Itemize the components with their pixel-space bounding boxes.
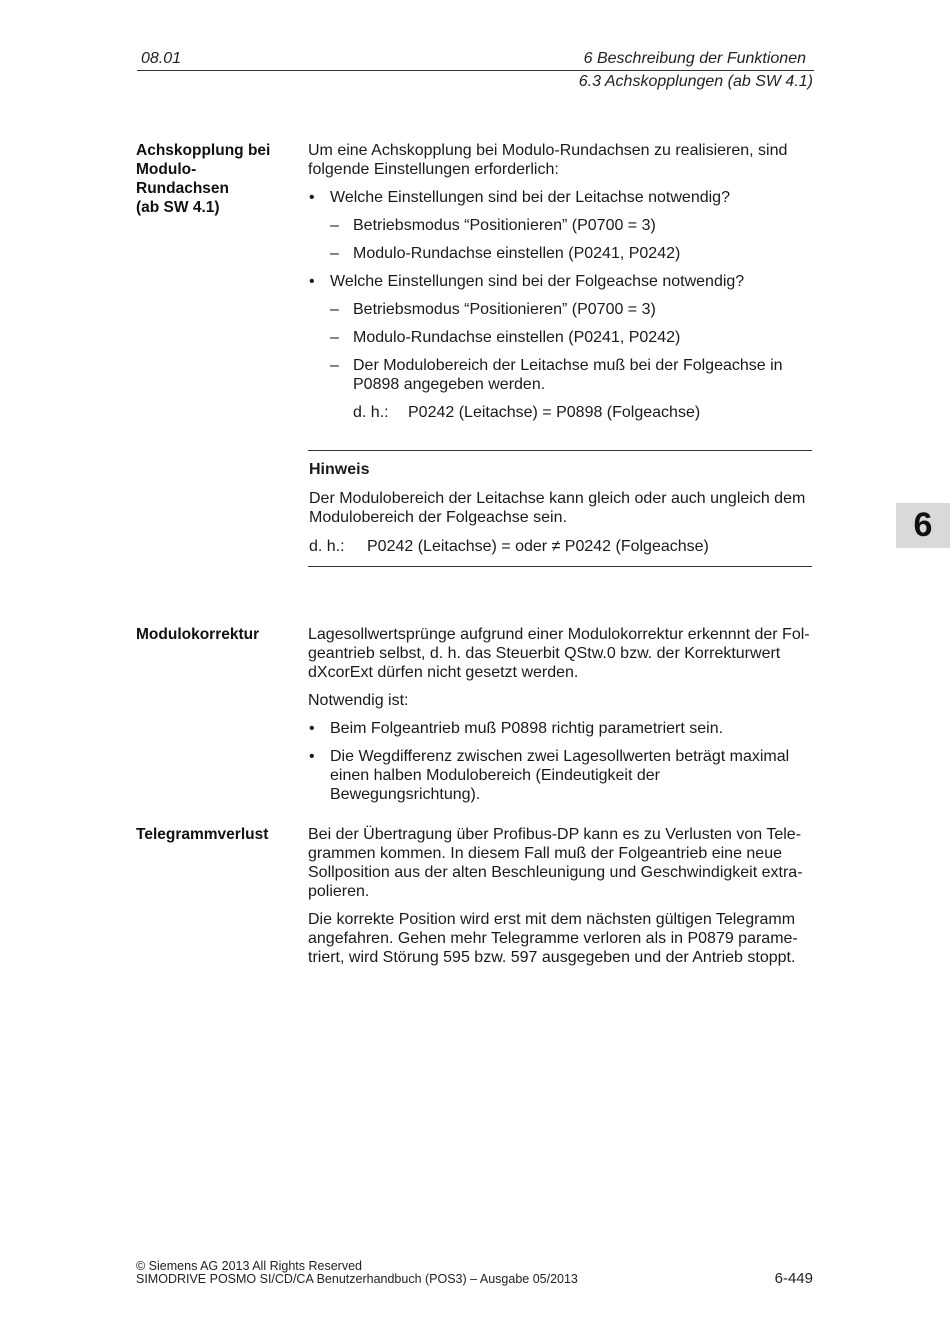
side-label-achskopplung: [136, 141, 296, 217]
dash-item: – Modulo-Rundachse einstellen (P0241, P0242): [308, 328, 814, 347]
header-section-title: 6.3 Achskopplungen (ab SW 4.1): [578, 73, 813, 90]
paragraph: Bei der Übertragung über Profibus-DP kann es zu Verlusten von Tele-grammen kommen. In diesem Fall muß der Folgeantrieb eine neue Sollposition aus der alten Beschleunigung und Geschwindigkeit extra-polieren.: [308, 826, 803, 900]
header-date: 08.01: [141, 50, 182, 67]
formula-prefix: d. h.:: [309, 538, 345, 555]
side-label-line: Modulo-: [136, 161, 197, 178]
section-achskopplung-body: [308, 141, 814, 422]
dash-item: – Modulo-Rundachse einstellen (P0241, P0242): [308, 244, 814, 263]
paragraph: Notwendig ist:: [308, 692, 409, 709]
intro-paragraph: Um eine Achskopplung bei Modulo-Rundachsen zu realisieren, sind folgende Einstellungen erforderlich:: [308, 142, 788, 178]
section-modulokorrektur-body: [308, 625, 814, 813]
side-label-line: Rundachsen: [136, 180, 230, 197]
header-rule: [137, 70, 814, 71]
note-title: Hinweis: [309, 461, 370, 478]
dash-item: – Betriebsmodus “Positionieren” (P0700 = 3): [308, 300, 814, 319]
dash-item: – Der Modulobereich der Leitachse muß bei der Folgeachse in P0898 angegeben werden.: [308, 356, 814, 394]
chapter-tab-marker: 6: [896, 503, 950, 548]
bullet-item: • Die Wegdifferenz zwischen zwei Lagesollwerten beträgt maximal einen halben Modulobereich (Eindeutigkeit der Bewegungsrichtung).: [308, 747, 814, 804]
paragraph: Lagesollwertsprünge aufgrund einer Modulokorrektur erkennnt der Fol-geantrieb selbst, d. h. das Steuerbit QStw.0 bzw. der Korrekturwert dXcorExt dürfen nicht gesetzt werden.: [308, 626, 810, 681]
bullet-item: • Beim Folgeantrieb muß P0898 richtig parametriert sein.: [308, 719, 814, 738]
section-telegrammverlust-body: [308, 825, 814, 976]
paragraph: Die korrekte Position wird erst mit dem nächsten gültigen Telegramm angefahren. Gehen mehr Telegramme verloren als in P0879 parame-triert, wird Störung 595 bzw. 597 ausgegeben und der Antrieb stoppt.: [308, 911, 798, 966]
header-chapter-title: 6 Beschreibung der Funktionen: [583, 50, 806, 67]
dash-item: – Betriebsmodus “Positionieren” (P0700 = 3): [308, 216, 814, 235]
side-label-line: (ab SW 4.1): [136, 199, 220, 216]
formula-text: P0242 (Leitachse) = oder ≠ P0242 (Folgeachse): [367, 538, 709, 555]
formula-line: [308, 403, 814, 422]
note-formula-line: [309, 537, 709, 556]
bullet-item: • Welche Einstellungen sind bei der Leitachse notwendig?: [308, 188, 814, 207]
note-text: Der Modulobereich der Leitachse kann gleich oder auch ungleich dem Modulobereich der Folgeachse sein.: [309, 490, 806, 526]
side-label-modulokorrektur: Modulokorrektur: [136, 626, 260, 643]
footer-document-title: SIMODRIVE POSMO SI/CD/CA Benutzerhandbuch (POS3) – Ausgabe 05/2013: [136, 1272, 578, 1286]
note-box: [308, 450, 812, 567]
footer-page-number: 6-449: [774, 1270, 813, 1287]
formula-text: P0242 (Leitachse) = P0898 (Folgeachse): [408, 404, 701, 421]
footer-copyright: © Siemens AG 2013 All Rights Reserved: [136, 1259, 362, 1273]
side-label-line: Achskopplung bei: [136, 142, 271, 159]
formula-prefix: d. h.:: [353, 404, 389, 421]
bullet-item: • Welche Einstellungen sind bei der Folgeachse notwendig?: [308, 272, 814, 291]
side-label-telegrammverlust: Telegrammverlust: [136, 826, 269, 843]
